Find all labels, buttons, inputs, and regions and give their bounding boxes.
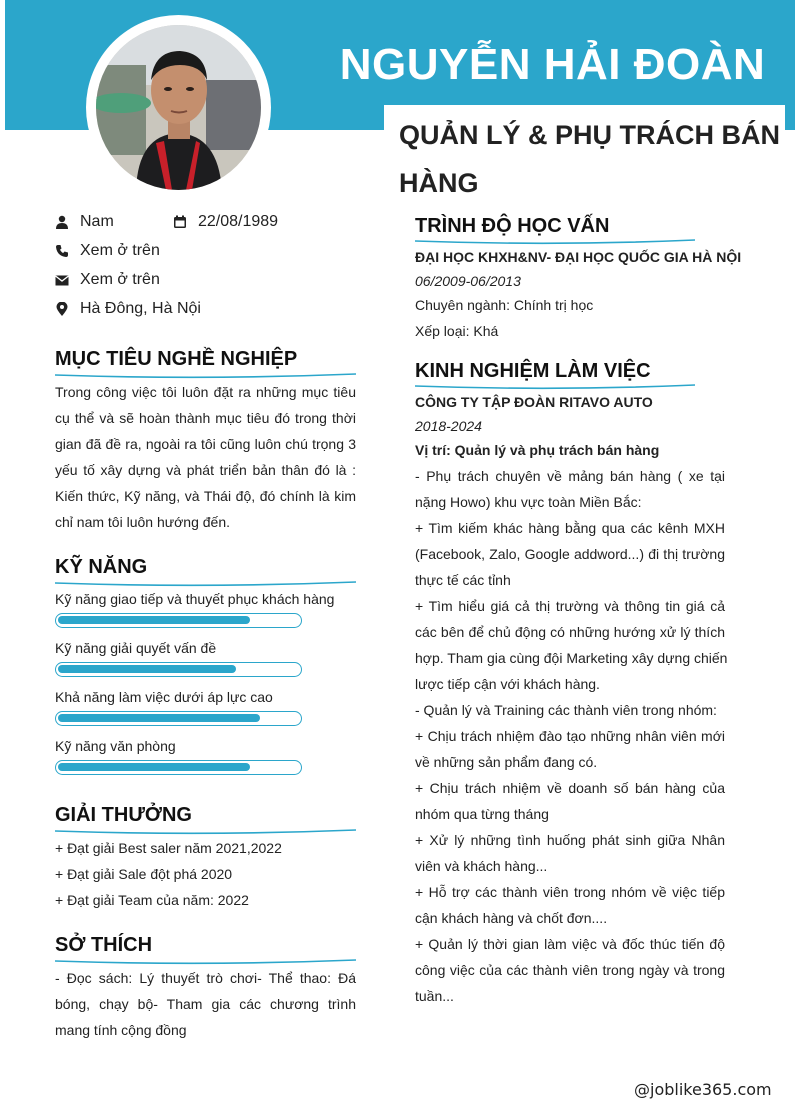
gender-value: Nam [80, 213, 114, 230]
avatar [96, 25, 261, 190]
awards-underline [55, 828, 356, 836]
experience-line: (Facebook, Zalo, Google addword...) đi thị trường [415, 546, 725, 562]
experience-line: lược tiếp cận với khách hàng. [415, 676, 600, 692]
skill-progress-bar [55, 711, 302, 726]
education-school: ĐẠI HỌC KHXH&NV- ĐẠI HỌC QUỐC GIA HÀ NỘI [415, 249, 742, 265]
skill-progress-fill [58, 665, 236, 673]
experience-line: các bên để chủ động có những hướng xử lý thích [415, 624, 725, 640]
job-title-line-1: QUẢN LÝ & PHỤ TRÁCH BÁN [399, 120, 780, 150]
education-title: TRÌNH ĐỘ HỌC VẤN [415, 215, 610, 237]
skill-progress-bar [55, 613, 302, 628]
experience-line: viên và khách hàng... [415, 858, 548, 874]
awards-title: GIẢI THƯỞNG [55, 804, 192, 826]
experience-line: - Phụ trách chuyên về mảng bán hàng ( xe tại [415, 468, 725, 484]
experience-underline [415, 383, 695, 391]
experience-line: cận khách hàng và chốt đơn.... [415, 910, 608, 926]
experience-line: hợp. Tham gia cùng đội Marketing xây dựng chiến [415, 650, 728, 666]
person-icon [55, 215, 69, 229]
email-value: Xem ở trên [80, 271, 160, 288]
skill-progress-fill [58, 763, 250, 771]
skills-title: KỸ NĂNG [55, 556, 148, 578]
experience-line: + Tìm hiểu giá cả thị trường và thông tin giá cả [415, 598, 725, 614]
experience-line: + Xử lý những tình huống phát sinh giữa Nhân [415, 832, 725, 848]
email-row [55, 271, 160, 289]
address-row [55, 300, 201, 318]
address-value: Hà Đông, Hà Nội [80, 300, 201, 317]
experience-line: + Hỗ trợ các thành viên trong nhóm về việc tiếp [415, 884, 725, 900]
phone-icon [55, 244, 69, 258]
experience-line: nặng Howo) khu vực toàn Miền Bắc: [415, 494, 642, 510]
calendar-icon [173, 215, 187, 229]
experience-line: công việc của các thành viên trong ngày và trong [415, 962, 725, 978]
experience-line: - Quản lý và Training các thành viên trong nhóm: [415, 702, 717, 718]
job-title-box [384, 105, 785, 205]
award-item: + Đạt giải Sale đột phá 2020 [55, 866, 233, 882]
skill-label: Kỹ năng giao tiếp và thuyết phục khách hàng [55, 591, 335, 607]
experience-line: + Chịu trách nhiệm đào tạo những nhân viên mới [415, 728, 725, 744]
skill-label: Kỹ năng giải quyết vấn đề [55, 640, 217, 656]
education-grade: Xếp loại: Khá [415, 323, 499, 339]
experience-period: 2018-2024 [415, 418, 482, 434]
education-period: 06/2009-06/2013 [415, 273, 521, 289]
objective-text: Trong công việc tôi luôn đặt ra những mục tiêu cụ thể và sẽ hoàn thành mục tiêu đó trong thời gian đã đề ra, ngoài ra tôi cũng luôn chú trọng 3 yếu tố xây dựng và phát triển bản thân đó là : Kiến thức, Kỹ năng, và Thái độ, đó chính là kim chỉ nam tôi luôn hướng đến. [55, 384, 356, 530]
gender-row [55, 213, 114, 231]
skill-label: Khả năng làm việc dưới áp lực cao [55, 689, 273, 705]
experience-line: + Quản lý thời gian làm việc và đốc thúc tiến độ [415, 936, 725, 952]
experience-line: về những sản phẩm đang có. [415, 754, 598, 770]
education-major: Chuyên ngành: Chính trị học [415, 297, 594, 313]
experience-line: nhóm qua từng tháng [415, 806, 549, 822]
hobbies-text: - Đọc sách: Lý thuyết trò chơi- Thể thao: Đá bóng, chạy bộ- Tham gia các chương trình mang tính cộng đồng [55, 970, 356, 1038]
award-item: + Đạt giải Best saler năm 2021,2022 [55, 840, 282, 856]
dob-row [173, 213, 278, 231]
footer-website: @joblike365.com [634, 1080, 772, 1099]
skills-underline [55, 580, 356, 588]
experience-line: + Chịu trách nhiệm về doanh số bán hàng của [415, 780, 725, 796]
skill-label: Kỹ năng văn phòng [55, 738, 176, 754]
skill-progress-bar [55, 760, 302, 775]
envelope-icon [55, 273, 69, 287]
experience-line: tuần... [415, 988, 454, 1004]
education-underline [415, 238, 695, 246]
experience-line: + Tìm kiếm khác hàng bằng qua các kênh MXH [415, 520, 725, 536]
phone-value: Xem ở trên [80, 242, 160, 259]
map-pin-icon [55, 302, 69, 316]
phone-row [55, 242, 160, 260]
skill-progress-bar [55, 662, 302, 677]
experience-line: thực tế các tỉnh [415, 572, 511, 588]
experience-title: KINH NGHIỆM LÀM VIỆC [415, 360, 651, 382]
objective-title: MỤC TIÊU NGHỀ NGHIỆP [55, 348, 298, 370]
job-title-line-2: HÀNG [399, 168, 479, 198]
hobbies-title: SỞ THÍCH [55, 934, 153, 956]
skill-progress-fill [58, 616, 250, 624]
experience-company: CÔNG TY TẬP ĐOÀN RITAVO AUTO [415, 394, 653, 410]
experience-position: Vị trí: Quản lý và phụ trách bán hàng [415, 442, 660, 458]
award-item: + Đạt giải Team của năm: 2022 [55, 892, 249, 908]
avatar-photo [96, 25, 261, 190]
candidate-name: NGUYỄN HẢI ĐOÀN [339, 40, 766, 89]
skill-progress-fill [58, 714, 260, 722]
dob-value: 22/08/1989 [198, 213, 279, 230]
